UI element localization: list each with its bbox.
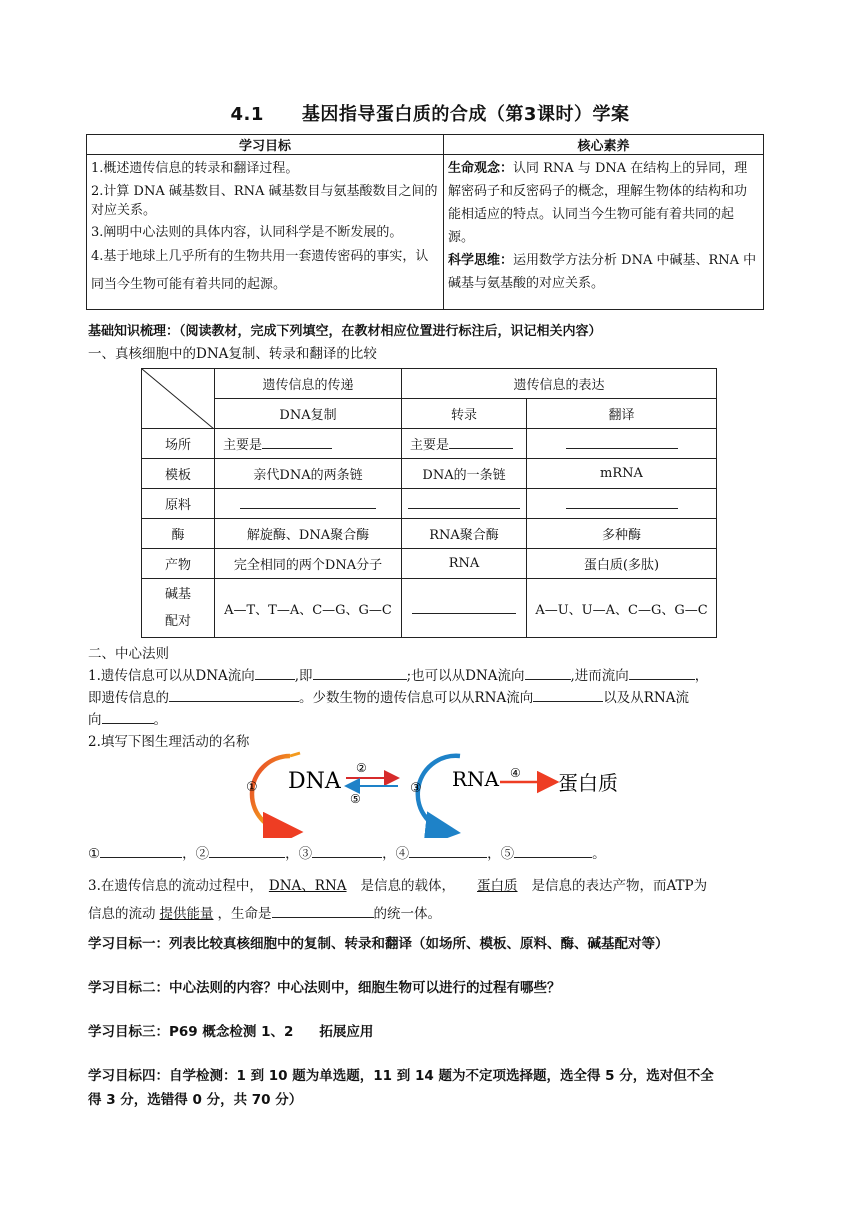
text: ① bbox=[88, 846, 101, 862]
cell-text: 主要是 bbox=[410, 438, 450, 453]
basic-knowledge-heading: 基础知识梳理：（阅读教材，完成下列填空，在教材相应位置进行标注后，识记相关内容） bbox=[88, 324, 602, 339]
objective-item: 1.概述遗传信息的转录和翻译过程。 bbox=[91, 161, 299, 176]
cell bbox=[215, 429, 402, 459]
text: ， bbox=[182, 846, 196, 862]
table-row bbox=[142, 519, 717, 549]
fill-blank[interactable] bbox=[629, 665, 695, 680]
text: ，生命是 bbox=[217, 906, 272, 922]
objectives-header: 学习目标 bbox=[87, 135, 444, 155]
cell: A—U、U—A、C—G、G—C bbox=[527, 579, 717, 638]
text: 的统一体。 bbox=[373, 906, 441, 922]
science-thinking-label: 科学思维： bbox=[448, 253, 514, 268]
fill-blank[interactable] bbox=[408, 494, 520, 509]
text: ⑤ bbox=[500, 846, 515, 862]
text: 。少数生物的遗传信息可以从RNA流向 bbox=[299, 690, 534, 706]
fill-blank[interactable] bbox=[209, 843, 285, 858]
fill-blank[interactable] bbox=[313, 665, 407, 680]
title-number: 4.1 bbox=[230, 104, 264, 125]
replication-arc-head bbox=[290, 753, 300, 756]
table-row bbox=[142, 489, 717, 519]
life-concept-text: 认同 RNA 与 DNA 在结构上的异同，理解密码子和反密码子的概念，理解生物体的结构和功能相适应的特点。认同当今生物可能有着共同的起源。 bbox=[448, 161, 748, 245]
literacy-cell bbox=[444, 155, 764, 310]
title-text: 基因指导蛋白质的合成（第3课时）学案 bbox=[301, 104, 630, 125]
cell: RNA聚合酶 bbox=[402, 519, 527, 549]
objectives-table bbox=[86, 134, 764, 310]
cell bbox=[402, 489, 527, 519]
cell bbox=[527, 429, 717, 459]
fill-blank[interactable] bbox=[255, 665, 295, 680]
cell bbox=[402, 579, 527, 638]
row-label: 酶 bbox=[142, 519, 215, 549]
goal-1: 学习目标一：列表比较真核细胞中的复制、转录和翻译（如场所、模板、原料、酶、碱基配对等） bbox=[88, 936, 669, 952]
col-transcription: 转录 bbox=[402, 399, 527, 429]
cell bbox=[402, 429, 527, 459]
table-row bbox=[142, 549, 717, 579]
cell: 多种酶 bbox=[527, 519, 717, 549]
row-label-line: 配对 bbox=[164, 614, 191, 629]
label-4: ④ bbox=[510, 766, 521, 780]
label-5: ⑤ bbox=[350, 792, 361, 806]
life-concept-label: 生命观念： bbox=[448, 161, 514, 176]
text: 。 bbox=[153, 712, 167, 728]
group-expression-header: 遗传信息的表达 bbox=[402, 369, 717, 399]
fill-blank[interactable] bbox=[566, 434, 678, 449]
text: ,进而流向 bbox=[570, 668, 629, 684]
fill-blank[interactable] bbox=[262, 434, 332, 449]
fill-blank[interactable] bbox=[169, 687, 299, 702]
fill-blank[interactable] bbox=[100, 843, 182, 858]
fill-blank[interactable] bbox=[240, 494, 376, 509]
label-1: ① bbox=[246, 780, 258, 795]
fill-blank[interactable] bbox=[449, 434, 513, 449]
page-title bbox=[0, 100, 860, 126]
text: ② bbox=[195, 846, 210, 862]
text: ④ bbox=[395, 846, 410, 862]
text: 信息的流动 bbox=[88, 906, 156, 922]
text: 即遗传信息的 bbox=[88, 690, 169, 706]
text: ③ bbox=[298, 846, 313, 862]
label-3: ③ bbox=[410, 781, 422, 796]
fill-blank[interactable] bbox=[412, 599, 516, 614]
cell: 解旋酶、DNA聚合酶 bbox=[215, 519, 402, 549]
text: 3.在遗传信息的流动过程中， bbox=[88, 878, 263, 894]
text: 拓展应用 bbox=[319, 1024, 374, 1040]
text: ， bbox=[382, 846, 396, 862]
fill-blank[interactable] bbox=[409, 843, 487, 858]
cell: mRNA bbox=[527, 459, 717, 489]
diagonal-header-cell bbox=[142, 369, 215, 429]
literacy-header: 核心素养 bbox=[444, 135, 764, 155]
paragraph-3-line-1 bbox=[88, 874, 707, 894]
goal-2: 学习目标二：中心法则的内容？中心法则中，细胞生物可以进行的过程有哪些？ bbox=[88, 980, 561, 996]
text: ;也可以从DNA流向 bbox=[406, 668, 525, 684]
text: 学习目标三：P69 概念检测 1、2 bbox=[88, 1024, 294, 1040]
cell: 完全相同的两个DNA分子 bbox=[215, 549, 402, 579]
text: ， bbox=[285, 846, 299, 862]
objective-item: 3.阐明中心法则的具体内容，认同科学是不断发展的。 bbox=[91, 225, 403, 240]
paragraph-1-line-1 bbox=[88, 664, 768, 684]
text: 是信息的载体， bbox=[360, 878, 456, 894]
cell: 亲代DNA的两条链 bbox=[215, 459, 402, 489]
diagram-answers bbox=[88, 842, 606, 862]
cell: A—T、T—A、C—G、G—C bbox=[215, 579, 402, 638]
paragraph-1-line-3 bbox=[88, 708, 167, 728]
table-row bbox=[142, 459, 717, 489]
replication-arc bbox=[252, 756, 290, 832]
text: ,即 bbox=[294, 668, 313, 684]
fill-blank[interactable] bbox=[312, 843, 382, 858]
row-label bbox=[142, 579, 215, 638]
science-thinking-text: 运用数学方法分析 DNA 中碱基、RNA 中碱基与氨基酸的对应关系。 bbox=[448, 253, 757, 291]
comparison-table bbox=[141, 368, 717, 638]
paragraph-3-line-2 bbox=[88, 902, 441, 922]
objective-item: 2.计算 DNA 碱基数目、RNA 碱基数目与氨基酸数目之间的对应关系。 bbox=[91, 184, 438, 218]
rna-label: RNA bbox=[452, 767, 500, 791]
paragraph-2: 2.填写下图生理活动的名称 bbox=[88, 734, 250, 750]
cell bbox=[215, 489, 402, 519]
fill-blank[interactable] bbox=[514, 843, 592, 858]
cell-text: 主要是 bbox=[223, 438, 263, 453]
label-2: ② bbox=[356, 761, 367, 775]
table-row bbox=[142, 579, 717, 638]
text: 是信息的表达产物，而ATP为 bbox=[531, 878, 708, 894]
objective-item: 4.基于地球上几乎所有的生物共用一套遗传密码的事实，认同当今生物可能有着共同的起源。 bbox=[91, 249, 429, 292]
row-label: 产物 bbox=[142, 549, 215, 579]
filled-answer: 提供能量 bbox=[159, 906, 214, 922]
fill-blank[interactable] bbox=[566, 494, 678, 509]
fill-blank[interactable] bbox=[533, 687, 603, 702]
fill-blank[interactable] bbox=[525, 665, 571, 680]
diagonal-line bbox=[142, 369, 214, 429]
col-translation: 翻译 bbox=[527, 399, 717, 429]
text: ， bbox=[487, 846, 501, 862]
cell bbox=[527, 489, 717, 519]
paragraph-1-line-2 bbox=[88, 686, 689, 706]
group-transfer-header: 遗传信息的传递 bbox=[215, 369, 402, 399]
protein-label: 蛋白质 bbox=[558, 771, 618, 795]
text: 向 bbox=[88, 712, 102, 728]
objectives-list bbox=[87, 155, 444, 310]
cell: 蛋白质(多肽) bbox=[527, 549, 717, 579]
row-label-line: 碱基 bbox=[164, 587, 191, 602]
central-dogma-diagram bbox=[228, 748, 648, 838]
col-replication: DNA复制 bbox=[215, 399, 402, 429]
text: 1.遗传信息可以从DNA流向 bbox=[88, 668, 255, 684]
dna-label: DNA bbox=[288, 769, 341, 794]
section2-heading: 二、中心法则 bbox=[88, 646, 169, 662]
text: ， bbox=[694, 668, 709, 684]
row-label: 原料 bbox=[142, 489, 215, 519]
text: 。 bbox=[592, 846, 606, 862]
filled-answer: 蛋白质 bbox=[477, 878, 518, 894]
cell: DNA的一条链 bbox=[402, 459, 527, 489]
goal-3 bbox=[88, 1020, 373, 1040]
row-label: 场所 bbox=[142, 429, 215, 459]
text: 以及从RNA流 bbox=[603, 690, 689, 706]
cell: RNA bbox=[402, 549, 527, 579]
fill-blank[interactable] bbox=[272, 903, 374, 918]
row-label: 模板 bbox=[142, 459, 215, 489]
goal-4-line-2: 得 3 分，选错得 0 分，共 70 分） bbox=[88, 1092, 303, 1108]
filled-answer: DNA、RNA bbox=[268, 878, 347, 894]
table-row bbox=[142, 429, 717, 459]
goal-4-line-1: 学习目标四：自学检测：1 到 10 题为单选题，11 到 14 题为不定项选择题，选全得 5 分，选对但不全 bbox=[88, 1068, 714, 1084]
section1-heading: 一、真核细胞中的DNA复制、转录和翻译的比较 bbox=[88, 346, 377, 362]
fill-blank[interactable] bbox=[102, 709, 154, 724]
